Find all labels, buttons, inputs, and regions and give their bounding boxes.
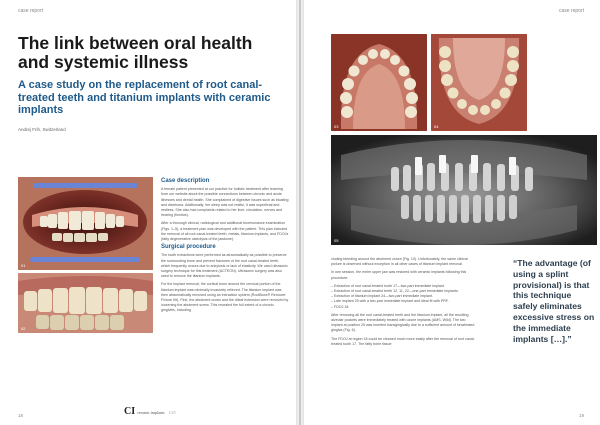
ci-logo [124, 401, 176, 419]
page-gutter [296, 0, 304, 425]
article-column-2 [331, 257, 477, 350]
logo-ci: CI [124, 406, 136, 417]
list-item: – FDOJ 18. [331, 304, 350, 309]
paragraph: The FDOJ at region 18 could be cleaned much more easily after the removal of root canal-treated tooth 17. The fatty bone tissue [331, 336, 475, 346]
section-tag: case report [558, 8, 584, 14]
figure-label: 01 [21, 263, 26, 268]
figure-04-lower-arch-photo [431, 34, 527, 131]
figure-label: 03 [334, 124, 339, 129]
section-heading: Case description [161, 178, 210, 184]
logo-subtitle: ceramic implants [137, 410, 165, 415]
paragraph: After removing all the root canal-treated teeth and the titanium implant, all the resulting alveolar pockets were immediately treated with ozone implants (AMS, Wild). The two implant at position 25 was inserted transgingivally due to a sufficient amount of keratinised gingiva (Fig. 6). [331, 312, 475, 333]
figure-label: 04 [434, 124, 439, 129]
smile-illustration [18, 177, 153, 270]
article-title: The link between oral health and systemic illness [18, 33, 253, 72]
section-tag: case report [18, 8, 44, 14]
paragraph: A female patient presented at our practice for holistic treatment after learning from our website about the possible connections between chronic and acute illnesses and dental health. She complained of digestive issues such as bloating and diarrhoea. Additionally, her sleep was not restful, it was superficial and restless. She also had complaints related to her liver, circulation, nerves and hearing (tinnitus). [161, 187, 289, 218]
arch-illustration [331, 34, 427, 131]
figure-03-upper-arch-photo [331, 34, 427, 131]
page-number: 18 [18, 413, 24, 418]
figure-02-teeth-photo [18, 273, 153, 333]
figure-01-smile-photo [18, 177, 153, 270]
paragraph: In one session, the entire upper jaw was restored with ceramic implants following this procedure: [331, 270, 467, 280]
article-column-1 [161, 177, 289, 317]
list-item: – Extraction of root canal-treated teeth 12, 11, 22—one-part immediate implants. [331, 289, 459, 294]
bullet-list [331, 284, 477, 310]
figure-label: 02 [21, 326, 26, 331]
arch-illustration [431, 34, 527, 131]
article-subtitle: A case study on the replacement of root canal-treated teeth and titanium implants with ceramic implants [18, 79, 271, 117]
section-heading: Surgical procedure [161, 244, 216, 251]
right-page [301, 0, 600, 425]
list-item: – Extraction of titanium implant 24—two-part immediate implant. [331, 294, 433, 299]
issue-number: 1/25 [168, 410, 176, 415]
paragraph: cluding bleeding around the abutment crown (Fig. 10). Unfortunately, the same clinical picture is observed without exception in all other cases of titanium implant removal. [331, 257, 468, 267]
figure-05-panoramic-xray [331, 135, 597, 245]
author-line: Andrej Frih, Switzerland [18, 127, 66, 132]
figure-label: 05 [334, 238, 339, 243]
pull-quote: “The advantage (of using a splint provisional) is that this technique safely eliminates excessive stress on the immediate implants […].” [513, 258, 595, 344]
paragraph: After a thorough clinical, radiological and additional bioresonance examination (Figs. 1–5), a treatment plan was developed with the patient. This plan included the removal of all root canal-treated teeth, metals, titanium implants, and FDOJs (fatty degenerative osteolysis of the jawbone). [161, 221, 289, 242]
xray-illustration [331, 135, 597, 245]
page-number: 19 [578, 413, 584, 418]
teeth-illustration [18, 273, 153, 333]
paragraph: The tooth extractions were performed as atraumatically as possible to preserve the surrounding bone and prevent fractures of the root canal-treated teeth, which frequently occurs due to ankylosis or lack of elasticity. We used ultrasonic surgery technique for this treatment (ACTEON). Ultrasonic surgery was also used to remove the titanium implants. [161, 253, 288, 279]
left-page [0, 0, 299, 425]
paragraph: For the implant removal, the cortical bone around the cervical portion of the titanium implant was minimally invasively relieved. The titanium implant was then atraumatically removed using an extraction system (RootBoxx® Remover Fixture Kit). First, the abutment crown and the distal extension were removed by loosening the abutment screw. This revealed the full extent of a chronic gingivitis, including [161, 282, 289, 313]
list-item: – Extraction of root canal-treated tooth 17—two-part immediate implant. [331, 283, 445, 288]
list-item: – Late implant 25 with a two-part immediate implant and ideal fit with PRF. [331, 299, 449, 304]
